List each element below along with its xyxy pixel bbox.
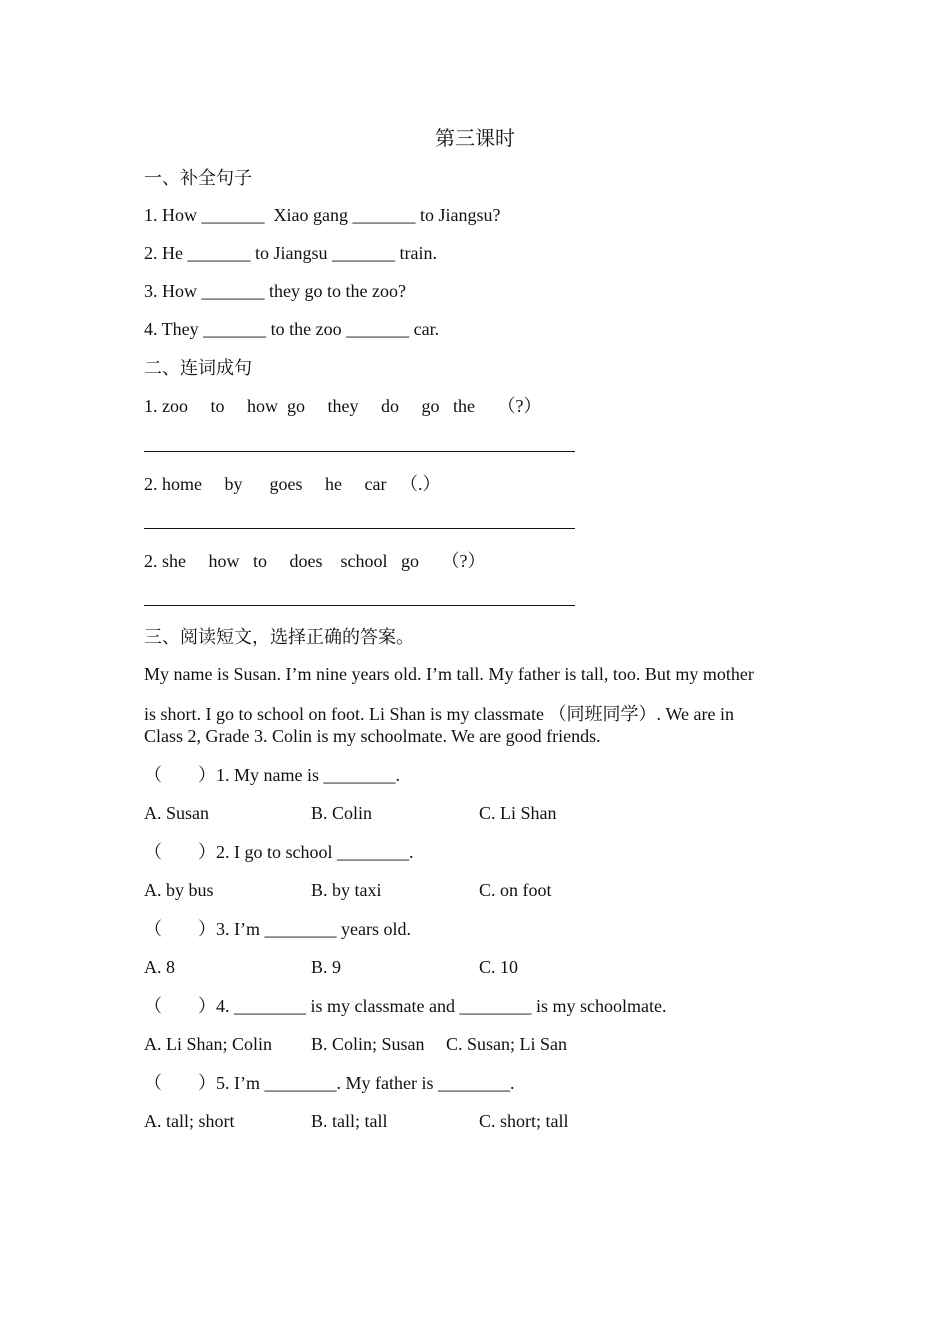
question-1-option-a: A. Susan — [144, 803, 210, 823]
section1-item-4: 4. They _______ to the zoo _______ car. — [144, 319, 440, 339]
question-5-option-b: B. tall; tall — [311, 1111, 388, 1131]
section2-item-2: 2. home by goes he car （.） — [144, 474, 441, 494]
passage-line-2: is short. I go to school on foot. Li Shan is my classmate （同班同学）. We are in — [144, 704, 734, 724]
section1-heading: 一、补全句子 — [144, 168, 252, 188]
question-2-option-b: B. by taxi — [311, 880, 382, 900]
question-3-option-c: C. 10 — [479, 957, 519, 977]
question-4: （ ）4. ________ is my classmate and ________ is my schoolmate. — [144, 996, 667, 1016]
passage-line-1: My name is Susan. I’m nine years old. I’m tall. My father is tall, too. But my mother — [144, 664, 754, 684]
question-2-option-a: A. by bus — [144, 880, 214, 900]
section1-item-1: 1. How _______ Xiao gang _______ to Jiangsu? — [144, 205, 501, 225]
question-3-option-a: A. 8 — [144, 957, 175, 977]
section2-item-3: 2. she how to does school go （?） — [144, 551, 486, 571]
page-title: 第三课时 — [435, 128, 515, 150]
question-5-option-a: A. tall; short — [144, 1111, 235, 1131]
answer-line-2 — [144, 528, 575, 529]
question-4-option-b: B. Colin; Susan — [311, 1034, 425, 1054]
question-4-option-a: A. Li Shan; Colin — [144, 1034, 273, 1054]
question-5-option-c: C. short; tall — [479, 1111, 569, 1131]
question-1-option-b: B. Colin — [311, 803, 373, 823]
answer-line-3 — [144, 605, 575, 606]
question-1: （ ）1. My name is ________. — [144, 765, 400, 785]
answer-line-1 — [144, 451, 575, 452]
section1-item-2: 2. He _______ to Jiangsu _______ train. — [144, 243, 437, 263]
question-1-option-c: C. Li Shan — [479, 803, 557, 823]
section2-heading: 二、连词成句 — [144, 358, 252, 378]
question-3-option-b: B. 9 — [311, 957, 342, 977]
section2-item-1: 1. zoo to how go they do go the （?） — [144, 396, 542, 416]
passage-line-3: Class 2, Grade 3. Colin is my schoolmate. We are good friends. — [144, 726, 601, 746]
question-2-option-c: C. on foot — [479, 880, 552, 900]
section1-item-3: 3. How _______ they go to the zoo? — [144, 281, 406, 301]
question-2: （ ）2. I go to school ________. — [144, 842, 414, 862]
question-4-option-c: C. Susan; Li San — [446, 1034, 568, 1054]
section3-heading: 三、阅读短文，选择正确的答案。 — [144, 627, 414, 647]
question-3: （ ）3. I’m ________ years old. — [144, 919, 411, 939]
question-5: （ ）5. I’m ________. My father is ________. — [144, 1073, 515, 1093]
